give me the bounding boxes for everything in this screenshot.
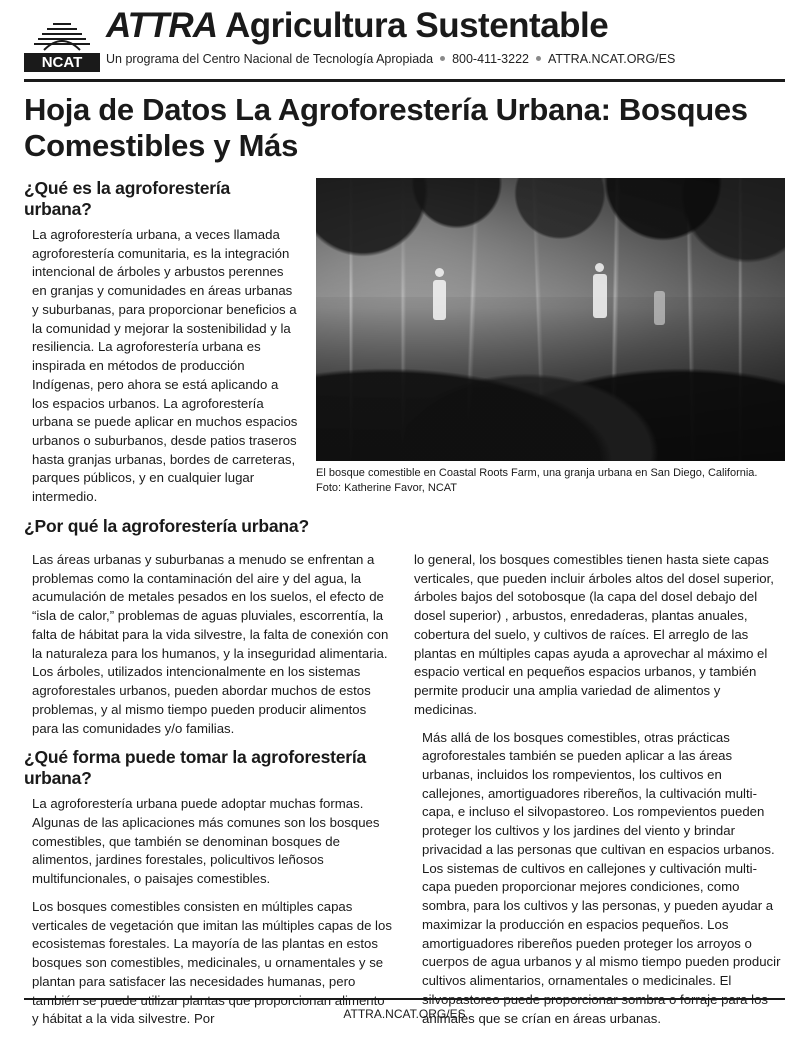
attra-wordmark: ATTRA: [106, 6, 217, 45]
photo-understory-layer: [316, 297, 785, 461]
phone-number: 800-411-3222: [452, 51, 529, 66]
page-title: Hoja de Datos La Agroforestería Urbana: Bosques Comestibles y Más: [24, 92, 748, 163]
right-column: [414, 551, 785, 1038]
photo-column: [316, 178, 785, 516]
why-section: [24, 516, 785, 537]
dot-separator-icon: [440, 56, 445, 61]
program-line: Un programa del Centro Nacional de Tecnología Apropiada: [106, 51, 434, 66]
ncat-logo: [24, 10, 100, 72]
photo-person-head: [595, 263, 604, 272]
attra-subtitle: Agricultura Sustentable: [224, 6, 609, 45]
photo-caption-credit: Foto: Katherine Favor, NCAT: [316, 481, 458, 494]
forms-paragraph-2: Los bosques comestibles consisten en múltiples capas verticales de vegetación que imitan las múltiples capas de los ecosistemas forestales. La mayoría de las plantas en estos bosques son comestibles, medicinales, u ornamentales y se plantan para satisfacer las necesidades humanas, pero también se puede utilizar plantas que proporcionan alimento y hábitat a la vida silvestre. Por: [32, 898, 392, 1027]
top-section: [24, 178, 785, 516]
two-column-body: [24, 551, 785, 1038]
page-footer: [0, 998, 809, 1030]
photo-caption-line-1: El bosque comestible en Coastal Roots Farm, una granja urbana en San Diego, California.: [316, 466, 758, 479]
masthead: [24, 0, 785, 72]
footer-url[interactable]: ATTRA.NCAT.ORG/ES: [343, 1007, 466, 1021]
masthead-text: [100, 8, 785, 66]
attra-title: [106, 8, 785, 45]
ncat-logo-text: NCAT: [41, 54, 83, 71]
photo-caption: [316, 466, 785, 496]
left-column: [24, 551, 394, 1038]
forms-paragraph-1: La agroforestería urbana puede adoptar muchas formas. Algunas de las aplicaciones más comunes son los bosques comestibles, que también se denominan bosques de alimentos, jardines forestales, policultivos leñosos multifuncionales, o paisajes comestibles.: [32, 796, 380, 887]
section-body-why: Las áreas urbanas y suburbanas a menudo se enfrentan a problemas como la contaminación del aire y del agua, la acumulación de metales pesados en los suelos, el efecto de “isla de calor,” problemas de aguas pluviales, escorrentía, la falta de hábitat para la vida silvestre, la falta de conexión con la naturaleza para los humanos, y la inseguridad alimentaria. Los árboles, utilizados intencionalmente en los sistemas agroforestales urbanos, pueden abordar muchos de estos problemas, y al mismo tiempo pueden producir alimentos para las comunidades y/o familias.: [32, 551, 389, 736]
section-body-what-is: La agroforestería urbana, a veces llamada agroforestería comunitaria, es la integración intencional de árboles y arbustos perennes en granjas y comunidades en áreas urbanas y suburbanas, para proporcionar beneficios a la comunidad y mejorar la sostenibilidad y la resiliencia. La agroforestería urbana es inspirada en métodos de producción Indígenas, pero ahora se está aplicando a los espacios urbanos. La agroforestería urbana se puede aplicar en muchos espacios urbanos o suburbanos, desde patios traseros hasta granjas urbanas, bordes de carreteras, parques públicos, y en cualquier lugar intermedio.: [32, 226, 298, 505]
footer-divider: [24, 998, 785, 1000]
photo-wrapper: [316, 178, 785, 496]
section-heading-what-is: ¿Qué es la agroforestería urbana?: [24, 177, 231, 219]
photo-person-figure: [593, 274, 607, 318]
dot-separator-icon: [536, 56, 541, 61]
masthead-divider: [24, 79, 785, 82]
section-heading-why: ¿Por qué la agroforestería urbana?: [24, 515, 309, 536]
forms-paragraph-2-continued: lo general, los bosques comestibles tienen hasta siete capas verticales, que pueden incluir árboles altos del dosel superior, árboles bajos del sotobosque (la capa del dosel debajo del dosel superior) , arbustos, enredaderas, plantas anuales, cobertura del suelo, y cultivos de raíces. El arreglo de las plantas en múltiples capas ayuda a aprovechar al máximo el espacio vertical en pequeños espacios urbanos, y también permite producir una amplia variedad de alimentos y medicinas.: [414, 551, 774, 717]
ncat-sun-logo-icon: [24, 10, 100, 72]
food-forest-photo: [316, 178, 785, 461]
photo-canopy-layer: [316, 178, 785, 308]
website-url[interactable]: ATTRA.NCAT.ORG/ES: [548, 51, 676, 66]
what-is-column: [24, 178, 298, 516]
photo-person-figure: [654, 291, 665, 325]
section-heading-forms: ¿Qué forma puede tomar la agroforestería urbana?: [24, 747, 367, 789]
photo-person-figure: [433, 280, 446, 320]
masthead-subline: [106, 52, 785, 66]
forms-paragraph-3: Más allá de los bosques comestibles, otras prácticas agroforestales también se pueden aplicar a las áreas urbanas, incluidos los rompevientos, los cultivos en callejones, amortiguadores ribereños, la cultivación multi-capa, e incluso el silvopastoreo. Los rompevientos pueden proteger los cultivos y los jardines del viento y brindar privacidad a las personas que cultivan en espacios urbanos. Los sistemas de cultivos en callejones y cultivación multi-capa pueden proporcionar mejores condiciones, como sombra, para los cultivos y las personas, y pueden ayudar a maximizar la producción en espacios pequeños. Los amortiguadores ribereños pueden proteger los arroyos o cuerpos de agua urbanos y al mismo tiempo pueden producir cultivos alimentarios, ornamentales o medicinales. El silvopastoreo puede proporcionar sombra o forraje para los animales que se crían en áreas urbanas.: [422, 729, 781, 1026]
